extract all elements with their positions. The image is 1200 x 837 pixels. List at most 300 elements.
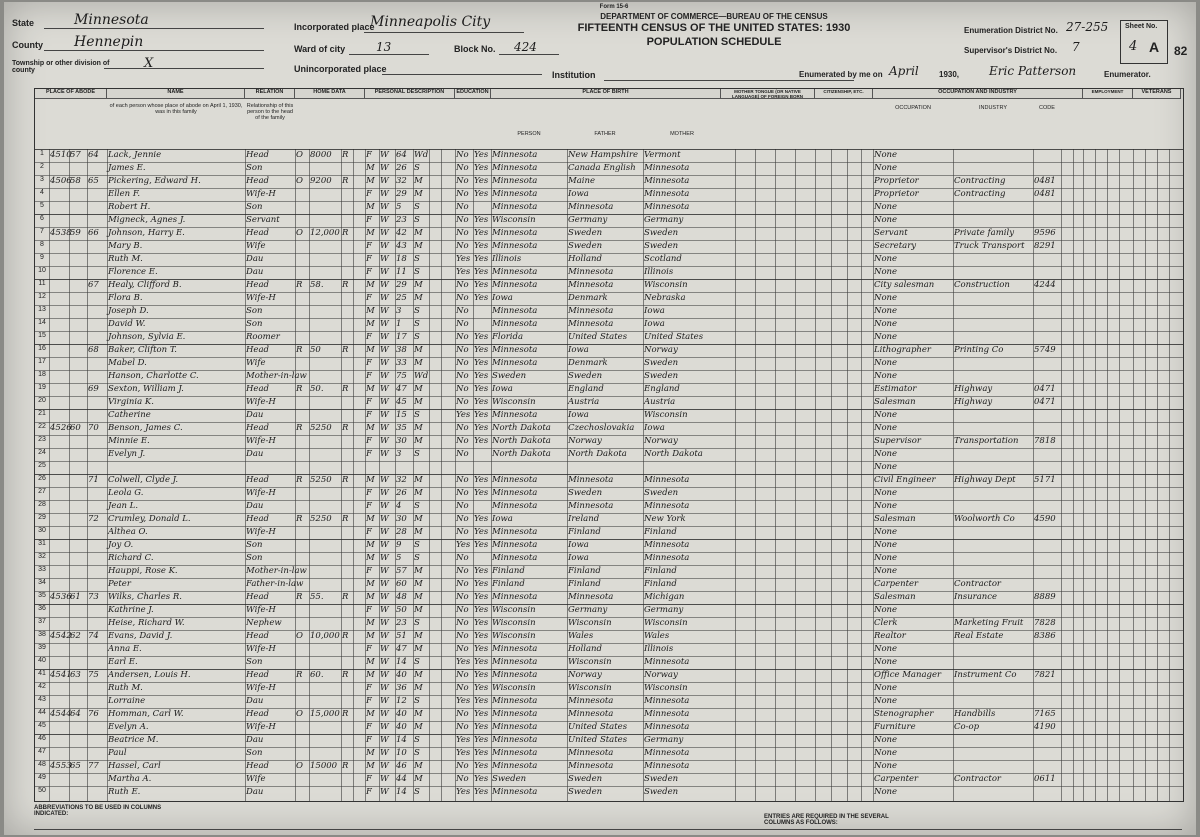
cell-n: 5 — [40, 202, 44, 209]
cell-fam: 69 — [88, 384, 99, 394]
cell-fam: 75 — [88, 670, 99, 680]
cell-school: No — [456, 345, 469, 355]
cell-father: Wisconsin — [568, 618, 612, 628]
cell-school: No — [456, 501, 469, 511]
cell-ind: Construction — [954, 280, 1010, 290]
cell-ind: Private family — [954, 228, 1015, 238]
cell-name: Beatrice M. — [108, 735, 159, 745]
cell-sex: M — [366, 748, 375, 758]
cell-rel: Dau — [246, 449, 264, 459]
cell-father: Minnesota — [568, 319, 614, 329]
cell-mother: Sweden — [644, 787, 679, 797]
cell-rel: Son — [246, 163, 263, 173]
cell-father: Wisconsin — [568, 683, 612, 693]
cell-father: Sweden — [568, 787, 603, 797]
cell-ms: S — [414, 787, 420, 797]
cell-school: No — [456, 228, 469, 238]
cell-birth: Sweden — [492, 774, 527, 784]
cell-age: 43 — [396, 241, 407, 251]
cell-ms: S — [414, 163, 420, 173]
cell-sex: F — [366, 371, 372, 381]
cell-radio: R — [342, 631, 349, 641]
cell-race: W — [380, 150, 389, 160]
cell-mother: Minnesota — [644, 657, 690, 667]
table-row — [35, 175, 1183, 188]
cell-age: 40 — [396, 722, 407, 732]
cell-mother: Minnesota — [644, 163, 690, 173]
cell-rel: Wife-H — [246, 189, 276, 199]
cell-age: 45 — [396, 397, 407, 407]
cell-code: 4190 — [1034, 722, 1056, 732]
department-title: DEPARTMENT OF COMMERCE—BUREAU OF THE CENSUS — [600, 12, 828, 21]
table-row — [35, 513, 1183, 526]
cell-race: W — [380, 592, 389, 602]
cell-own: R — [296, 280, 303, 290]
cell-occ: Civil Engineer — [874, 475, 936, 485]
cell-ms: Wd — [414, 371, 429, 381]
table-row — [35, 149, 1183, 162]
table-row — [35, 552, 1183, 565]
cell-father: Germany — [568, 605, 608, 615]
cell-ms: M — [414, 722, 423, 732]
cell-sex: M — [366, 514, 375, 524]
col-mother: MOTHER — [670, 131, 694, 137]
cell-birth: Wisconsin — [492, 683, 536, 693]
cell-race: W — [380, 202, 389, 212]
cell-mother: Minnesota — [644, 696, 690, 706]
cell-rel: Son — [246, 657, 263, 667]
cell-n: 39 — [38, 644, 46, 651]
table-row — [35, 617, 1183, 630]
cell-school: No — [456, 176, 469, 186]
cell-n: 28 — [38, 501, 46, 508]
sheet-label: Sheet No. — [1125, 23, 1158, 30]
cell-ms: S — [414, 215, 420, 225]
cell-read: Yes — [474, 384, 489, 394]
cell-name: Crumley, Donald L. — [108, 514, 191, 524]
enumerated-date: April — [889, 64, 919, 78]
cell-age: 36 — [396, 683, 407, 693]
cell-code: 4590 — [1034, 514, 1056, 524]
cell-occ: None — [874, 449, 898, 459]
cell-birth: Finland — [492, 579, 525, 589]
cell-n: 29 — [38, 514, 46, 521]
cell-ms: S — [414, 254, 420, 264]
cell-age: 51 — [396, 631, 407, 641]
cell-radio: R — [342, 384, 349, 394]
page-number: 82 — [1174, 44, 1188, 58]
cell-n: 34 — [38, 579, 46, 586]
cell-race: W — [380, 735, 389, 745]
cell-father: Austria — [568, 397, 600, 407]
cell-rel: Wife — [246, 358, 266, 368]
cell-read: Yes — [474, 423, 489, 433]
cell-sex: F — [366, 774, 372, 784]
cell-n: 42 — [38, 683, 46, 690]
cell-birth: Minnesota — [492, 306, 538, 316]
cell-sex: F — [366, 605, 372, 615]
cell-name: Baker, Clifton T. — [108, 345, 177, 355]
cell-code: 8386 — [1034, 631, 1056, 641]
group-personal: PERSONAL DESCRIPTION — [365, 89, 455, 99]
cell-n: 33 — [38, 566, 46, 573]
cell-race: W — [380, 670, 389, 680]
cell-rel: Head — [246, 345, 269, 355]
cell-n: 4 — [40, 189, 44, 196]
cell-rel: Wife-H — [246, 722, 276, 732]
cell-name: Evans, David J. — [108, 631, 173, 641]
cell-race: W — [380, 501, 389, 511]
cell-n: 27 — [38, 488, 46, 495]
cell-rel: Head — [246, 761, 269, 771]
cell-code: 7821 — [1034, 670, 1056, 680]
cell-n: 19 — [38, 384, 46, 391]
cell-name: Lack, Jennie — [108, 150, 162, 160]
table-row — [35, 240, 1183, 253]
cell-ms: M — [414, 345, 423, 355]
cell-n: 15 — [38, 332, 46, 339]
cell-age: 57 — [396, 566, 407, 576]
cell-father: Wales — [568, 631, 594, 641]
cell-father: Minnesota — [568, 761, 614, 771]
cell-ms: M — [414, 423, 423, 433]
cell-read: Yes — [474, 722, 489, 732]
cell-code: 5171 — [1034, 475, 1056, 485]
table-row — [35, 578, 1183, 591]
cell-mother: North Dakota — [644, 449, 703, 459]
cell-birth: North Dakota — [492, 449, 551, 459]
cell-read: Yes — [474, 540, 489, 550]
cell-birth: Iowa — [492, 384, 513, 394]
cell-age: 28 — [396, 527, 407, 537]
cell-occ: None — [874, 527, 898, 537]
cell-sex: M — [366, 540, 375, 550]
cell-radio: R — [342, 280, 349, 290]
table-row — [35, 279, 1183, 292]
cell-val: 58. — [310, 280, 324, 290]
cell-read: Yes — [474, 709, 489, 719]
cell-read: Yes — [474, 475, 489, 485]
cell-occ: None — [874, 735, 898, 745]
cell-val: 9200 — [310, 176, 332, 186]
cell-birth: Minnesota — [492, 202, 538, 212]
cell-occ: None — [874, 202, 898, 212]
cell-rel: Head — [246, 709, 269, 719]
cell-father: Sweden — [568, 488, 603, 498]
cell-mother: Wales — [644, 631, 670, 641]
cell-race: W — [380, 579, 389, 589]
cell-occ: None — [874, 761, 898, 771]
cell-race: W — [380, 163, 389, 173]
cell-sex: M — [366, 631, 375, 641]
cell-birth: North Dakota — [492, 436, 551, 446]
cell-n: 49 — [38, 774, 46, 781]
group-abode: PLACE OF ABODE — [35, 89, 107, 99]
cell-occ: None — [874, 696, 898, 706]
cell-occ: None — [874, 306, 898, 316]
enumerator-name: Eric Patterson — [989, 64, 1077, 78]
cell-read: Yes — [474, 696, 489, 706]
cell-ms: M — [414, 514, 423, 524]
cell-n: 24 — [38, 449, 46, 456]
cell-fam: 68 — [88, 345, 99, 355]
cell-sex: M — [366, 306, 375, 316]
cell-name: Johnson, Sylvia E. — [108, 332, 186, 342]
cell-name: Sexton, William J. — [108, 384, 184, 394]
table-row — [35, 682, 1183, 695]
cell-sex: M — [366, 709, 375, 719]
cell-rel: Mother-in-law — [246, 371, 307, 381]
cell-race: W — [380, 644, 389, 654]
cell-father: United States — [568, 332, 628, 342]
cell-n: 22 — [38, 423, 46, 430]
township-value: X — [144, 56, 154, 71]
cell-rel: Father-in-law — [246, 579, 304, 589]
table-row — [35, 162, 1183, 175]
cell-sex: M — [366, 345, 375, 355]
cell-ms: M — [414, 683, 423, 693]
cell-birth: Minnesota — [492, 735, 538, 745]
cell-age: 32 — [396, 475, 407, 485]
cell-mother: Illinois — [644, 644, 674, 654]
cell-father: Minnesota — [568, 709, 614, 719]
cell-val: 55. — [310, 592, 324, 602]
cell-name: Benson, James C. — [108, 423, 183, 433]
cell-occ: Office Manager — [874, 670, 942, 680]
cell-val: 12,000 — [310, 228, 340, 238]
cell-age: 33 — [396, 358, 407, 368]
cell-birth: Minnesota — [492, 189, 538, 199]
cell-age: 46 — [396, 761, 407, 771]
cell-birth: Minnesota — [492, 670, 538, 680]
cell-birth: Minnesota — [492, 345, 538, 355]
cell-mother: Minnesota — [644, 761, 690, 771]
cell-occ: None — [874, 319, 898, 329]
cell-age: 40 — [396, 709, 407, 719]
cell-ms: M — [414, 436, 423, 446]
cell-mother: Minnesota — [644, 475, 690, 485]
cell-age: 44 — [396, 774, 407, 784]
cell-own: R — [296, 475, 303, 485]
cell-age: 64 — [396, 150, 407, 160]
cell-occ: Stenographer — [874, 709, 934, 719]
cell-radio: R — [342, 475, 349, 485]
cell-birth: Minnesota — [492, 696, 538, 706]
cell-father: Minnesota — [568, 696, 614, 706]
cell-name: Catherine — [108, 410, 151, 420]
cell-father: United States — [568, 735, 628, 745]
cell-house: 4538 — [50, 228, 72, 238]
cell-mother: Iowa — [644, 306, 665, 316]
cell-n: 48 — [38, 761, 46, 768]
cell-birth: Minnesota — [492, 319, 538, 329]
cell-race: W — [380, 553, 389, 563]
cell-rel: Wife — [246, 774, 266, 784]
cell-school: No — [456, 189, 469, 199]
cell-sex: F — [366, 215, 372, 225]
group-birth: PLACE OF BIRTH — [491, 89, 721, 99]
cell-n: 3 — [40, 176, 44, 183]
cell-occ: None — [874, 553, 898, 563]
cell-rel: Roomer — [246, 332, 280, 342]
cell-name: Leola G. — [108, 488, 144, 498]
cell-school: Yes — [456, 657, 471, 667]
cell-mother: Finland — [644, 527, 677, 537]
cell-read: Yes — [474, 566, 489, 576]
group-home: HOME DATA — [295, 89, 365, 99]
cell-birth: Minnesota — [492, 553, 538, 563]
cell-ind: Truck Transport — [954, 241, 1025, 251]
cell-rel: Wife-H — [246, 644, 276, 654]
cell-race: W — [380, 696, 389, 706]
col-father: FATHER — [594, 131, 616, 137]
cell-own: O — [296, 709, 303, 719]
cell-read: Yes — [474, 748, 489, 758]
cell-ind: Highway Dept — [954, 475, 1016, 485]
cell-mother: Finland — [644, 566, 677, 576]
cell-birth: Minnesota — [492, 787, 538, 797]
cell-n: 16 — [38, 345, 46, 352]
cell-read: Yes — [474, 774, 489, 784]
cell-radio: R — [342, 423, 349, 433]
cell-n: 21 — [38, 410, 46, 417]
cell-age: 47 — [396, 384, 407, 394]
cell-age: 9 — [396, 540, 402, 550]
cell-name: Kathrine J. — [108, 605, 154, 615]
cell-ind: Instrument Co — [954, 670, 1017, 680]
cell-father: Norway — [568, 670, 602, 680]
cell-age: 35 — [396, 423, 407, 433]
cell-name: Martha A. — [108, 774, 152, 784]
table-row — [35, 565, 1183, 578]
cell-race: W — [380, 657, 389, 667]
cell-ms: S — [414, 618, 420, 628]
table-row — [35, 630, 1183, 643]
cell-age: 5 — [396, 553, 402, 563]
cell-rel: Head — [246, 150, 269, 160]
cell-rel: Dau — [246, 410, 264, 420]
cell-n: 17 — [38, 358, 46, 365]
cell-val: 5250 — [310, 423, 332, 433]
cell-father: Iowa — [568, 540, 589, 550]
cell-read: Yes — [474, 293, 489, 303]
table-row — [35, 747, 1183, 760]
cell-race: W — [380, 761, 389, 771]
cell-n: 20 — [38, 397, 46, 404]
cell-father: Finland — [568, 566, 601, 576]
cell-ms: S — [414, 306, 420, 316]
col-name-desc: of each person whose place of abode on April 1, 1930, was in this family — [109, 103, 243, 115]
cell-occ: Supervisor — [874, 436, 921, 446]
cell-school: Yes — [456, 735, 471, 745]
cell-sex: M — [366, 384, 375, 394]
cell-fam: 65 — [88, 176, 99, 186]
cell-name: Ruth M. — [108, 683, 143, 693]
cell-dw: 60 — [70, 423, 81, 433]
cell-fam: 73 — [88, 592, 99, 602]
cell-occ: Realtor — [874, 631, 906, 641]
cell-father: Minnesota — [568, 267, 614, 277]
cell-ms: M — [414, 488, 423, 498]
table-row — [35, 500, 1183, 513]
cell-name: Ruth M. — [108, 254, 143, 264]
cell-sex: F — [366, 735, 372, 745]
cell-dw: 64 — [70, 709, 81, 719]
cell-fam: 72 — [88, 514, 99, 524]
cell-ms: M — [414, 189, 423, 199]
cell-age: 47 — [396, 644, 407, 654]
cell-dw: 57 — [70, 150, 81, 160]
cell-school: No — [456, 514, 469, 524]
cell-sex: F — [366, 410, 372, 420]
cell-occ: None — [874, 462, 898, 472]
cell-age: 48 — [396, 592, 407, 602]
table-row — [35, 669, 1183, 682]
cell-ms: M — [414, 228, 423, 238]
cell-sex: F — [366, 358, 372, 368]
table-row — [35, 318, 1183, 331]
cell-house: 4542 — [50, 631, 72, 641]
cell-father: Minnesota — [568, 748, 614, 758]
cell-rel: Head — [246, 384, 269, 394]
cell-ms: M — [414, 774, 423, 784]
cell-name: Pickering, Edward H. — [108, 176, 201, 186]
cell-rel: Wife-H — [246, 293, 276, 303]
group-occupation: OCCUPATION AND INDUSTRY — [873, 89, 1083, 99]
cell-own: O — [296, 228, 303, 238]
cell-ind: Handbills — [954, 709, 996, 719]
cell-sex: F — [366, 566, 372, 576]
cell-occ: Clerk — [874, 618, 898, 628]
cell-occ: None — [874, 644, 898, 654]
cell-n: 44 — [38, 709, 46, 716]
cell-name: Homman, Carl W. — [108, 709, 184, 719]
cell-ms: M — [414, 592, 423, 602]
cell-read: Yes — [474, 514, 489, 524]
cell-father: Norway — [568, 436, 602, 446]
cell-ind: Contractor — [954, 579, 1001, 589]
cell-mother: Wisconsin — [644, 280, 688, 290]
cell-read: Yes — [474, 397, 489, 407]
cell-read: Yes — [474, 176, 489, 186]
cell-read: Yes — [474, 787, 489, 797]
cell-birth: Minnesota — [492, 176, 538, 186]
cell-race: W — [380, 254, 389, 264]
cell-mother: Germany — [644, 605, 684, 615]
cell-own: R — [296, 423, 303, 433]
cell-sex: F — [366, 332, 372, 342]
cell-mother: Wisconsin — [644, 618, 688, 628]
cell-name: Paul — [108, 748, 127, 758]
cell-sex: F — [366, 150, 372, 160]
cell-sex: M — [366, 176, 375, 186]
cell-occ: Salesman — [874, 514, 916, 524]
col-person: PERSON — [517, 131, 541, 137]
cell-birth: Minnesota — [492, 410, 538, 420]
cell-age: 17 — [396, 332, 407, 342]
cell-sex: M — [366, 670, 375, 680]
cell-rel: Dau — [246, 501, 264, 511]
cell-age: 15 — [396, 410, 407, 420]
cell-age: 75 — [396, 371, 407, 381]
cell-occ: None — [874, 215, 898, 225]
cell-name: Ellen F. — [108, 189, 141, 199]
group-tongue: MOTHER TONGUE (OR NATIVE LANGUAGE) OF FOREIGN BORN — [721, 89, 815, 99]
cell-mother: Sweden — [644, 488, 679, 498]
cell-age: 10 — [396, 748, 407, 758]
cell-age: 50 — [396, 605, 407, 615]
cell-ind: Co-op — [954, 722, 980, 732]
